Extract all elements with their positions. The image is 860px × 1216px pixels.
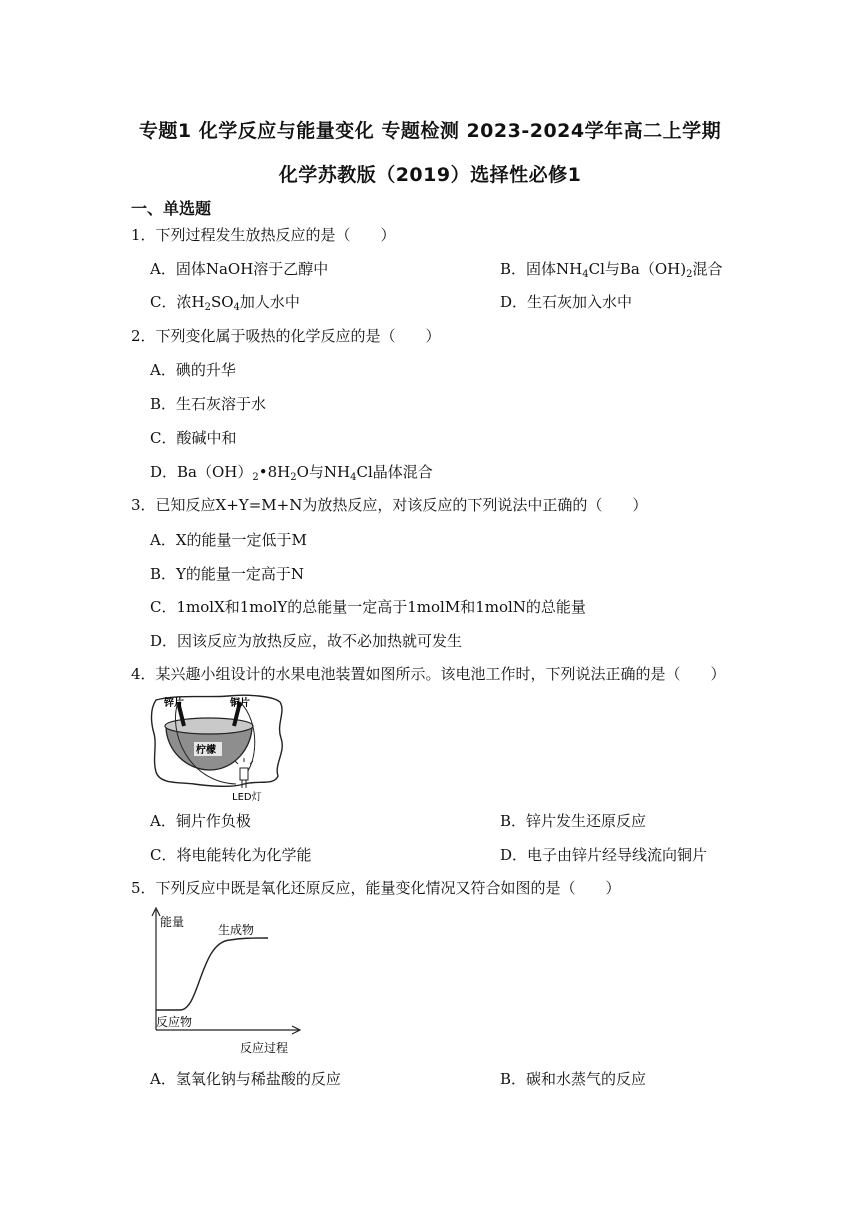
energy-diagram-figure: [150, 906, 310, 1058]
question-4-stem: 4．某兴趣小组设计的水果电池装置如图所示。该电池工作时，下列说法正确的是（ ）: [131, 665, 726, 683]
copper-label: 铜片: [230, 698, 250, 709]
question-4-option-b: B．锌片发生还原反应: [500, 812, 647, 830]
led-label: LED灯: [232, 792, 262, 803]
question-5-option-a: A．氢氧化钠与稀盐酸的反应: [150, 1070, 341, 1088]
question-4-option-d: D．电子由锌片经导线流向铜片: [500, 846, 708, 864]
question-2-option-d: D．$Ba(OH)_2•8H_2O$与$NH_4Cl$晶体混合: [150, 463, 433, 483]
question-5-option-b: B．碳和水蒸气的反应: [500, 1070, 647, 1088]
question-3-option-c: C．1molX和1molY的总能量一定高于1molM和1molN的总能量: [150, 598, 586, 616]
question-1-option-d: D．生石灰加入水中: [500, 293, 633, 311]
question-3-option-a: A．X的能量一定低于M: [150, 531, 307, 549]
section-heading: 一、单选题: [131, 199, 212, 218]
question-3-stem: 3．已知反应X+Y=M+N为放热反应，对该反应的下列说法中正确的（ ）: [131, 496, 648, 514]
product-label: 生成物: [218, 923, 255, 937]
question-4-option-a: A．铜片作负极: [150, 812, 251, 830]
lemon-label: 柠檬: [196, 745, 216, 756]
question-2-option-c: C．酸碱中和: [150, 429, 237, 447]
question-4-option-c: C．将电能转化为化学能: [150, 846, 312, 864]
x-axis-label: 反应过程: [240, 1041, 289, 1055]
question-2-option-b: B．生石灰溶于水: [150, 395, 267, 413]
question-2-option-a: A．碘的升华: [150, 361, 236, 379]
question-1-option-b: B．固体$NH_4Cl$与$Ba(OH)_2$混合: [500, 260, 723, 280]
question-1-option-c: C．浓$H_2SO_4$加人水中: [150, 293, 300, 313]
question-5-stem: 5．下列反应中既是氧化还原反应，能量变化情况又符合如图的是（ ）: [131, 879, 621, 897]
fruit-battery-figure: [148, 692, 288, 804]
question-3-option-d: D．因该反应为放热反应，故不必加热就可发生: [150, 632, 463, 650]
question-3-option-b: B．Y的能量一定高于N: [150, 565, 305, 583]
y-axis-label: 能量: [160, 915, 185, 929]
question-1-option-a: A．固体NaOH溶于乙醇中: [150, 260, 329, 278]
question-1-stem: 1．下列过程发生放热反应的是（ ）: [131, 226, 396, 244]
document-title-line-1: 专题1 化学反应与能量变化 专题检测 2023-2024学年高二上学期: [138, 120, 722, 142]
zinc-label: 锌片: [164, 698, 184, 709]
document-title-line-2: 化学苏教版（2019）选择性必修1: [278, 164, 582, 186]
reactant-label: 反应物: [156, 1015, 193, 1029]
question-2-stem: 2．下列变化属于吸热的化学反应的是（ ）: [131, 327, 441, 345]
